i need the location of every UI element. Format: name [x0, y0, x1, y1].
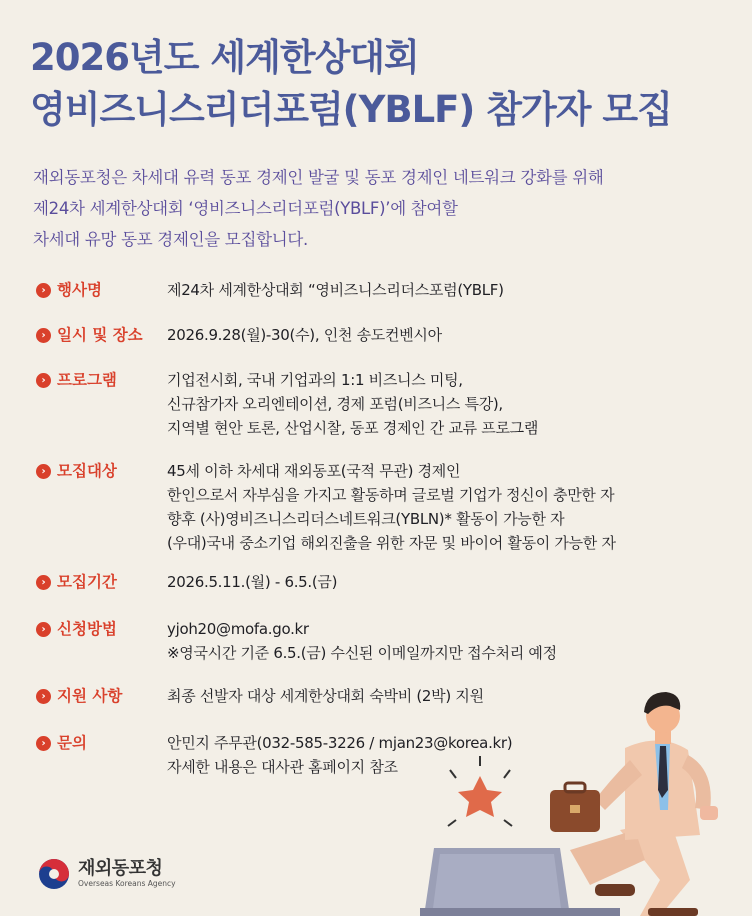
row-value: yjoh20@mofa.go.kr [167, 620, 309, 638]
chevron-right-icon: › [36, 575, 51, 590]
chevron-right-icon: › [36, 464, 51, 479]
row-value: 자세한 내용은 대사관 홈페이지 참조 [167, 758, 398, 776]
chevron-right-icon: › [36, 373, 51, 388]
row-value: (우대)국내 중소기업 해외진출을 위한 자문 및 바이어 활동이 가능한 자 [167, 534, 616, 552]
taegeuk-logo-icon [38, 858, 70, 890]
row-label: 문의 [57, 734, 87, 752]
chevron-right-icon: › [36, 622, 51, 637]
row-value: 신규참가자 오리엔테이션, 경제 포럼(비즈니스 특강), [167, 395, 503, 413]
row-value: 45세 이하 차세대 재외동포(국적 무관) 경제인 [167, 462, 461, 480]
row-label: 프로그램 [57, 371, 117, 389]
intro-line-2: 제24차 세계한상대회 ‘영비즈니스리더포럼(YBLF)’에 참여할 [33, 199, 458, 218]
row-label: 일시 및 장소 [57, 326, 143, 344]
row-value: 제24차 세계한상대회 “영비즈니스리더스포럼(YBLF) [167, 281, 504, 299]
row-label: 모집대상 [57, 462, 117, 480]
businessman-illustration [420, 680, 752, 916]
row-value: 안민지 주무관(032-585-3226 / mjan23@korea.kr) [167, 734, 513, 752]
row-label: 모집기간 [57, 573, 117, 591]
agency-name-ko: 재외동포청 [78, 858, 163, 879]
row-value: 지역별 현안 토론, 산업시찰, 동포 경제인 간 교류 프로그램 [167, 419, 539, 437]
row-label: 지원 사항 [57, 687, 123, 705]
chevron-right-icon: › [36, 328, 51, 343]
title-line-1: 2026년도 세계한상대회 [30, 36, 419, 79]
row-value: 향후 (사)영비즈니스리더스네트워크(YBLN)* 활동이 가능한 자 [167, 510, 565, 528]
row-value: 2026.9.28(월)-30(수), 인천 송도컨벤시아 [167, 326, 442, 344]
row-value: ※영국시간 기준 6.5.(금) 수신된 이메일까지만 접수처리 예정 [167, 644, 557, 662]
row-value: 기업전시회, 국내 기업과의 1:1 비즈니스 미팅, [167, 371, 463, 389]
intro-line-1: 재외동포청은 차세대 유력 동포 경제인 발굴 및 동포 경제인 네트워크 강화를 위해 [33, 168, 604, 187]
row-label: 행사명 [57, 281, 102, 299]
row-value: 2026.5.11.(월) - 6.5.(금) [167, 573, 338, 591]
chevron-right-icon: › [36, 689, 51, 704]
agency-logo [38, 858, 176, 890]
page-title [30, 32, 730, 136]
intro-text [33, 162, 723, 255]
chevron-right-icon: › [36, 283, 51, 298]
chevron-right-icon: › [36, 736, 51, 751]
row-value: 최종 선발자 대상 세계한상대회 숙박비 (2박) 지원 [167, 687, 484, 705]
row-label: 신청방법 [57, 620, 117, 638]
title-line-2: 영비즈니스리더포럼(YBLF) 참가자 모집 [30, 88, 672, 131]
intro-line-3: 차세대 유망 동포 경제인을 모집합니다. [33, 230, 308, 249]
agency-name-en: Overseas Koreans Agency [78, 879, 176, 888]
row-value: 한인으로서 자부심을 가지고 활동하며 글로벌 기업가 정신이 충만한 자 [167, 486, 615, 504]
